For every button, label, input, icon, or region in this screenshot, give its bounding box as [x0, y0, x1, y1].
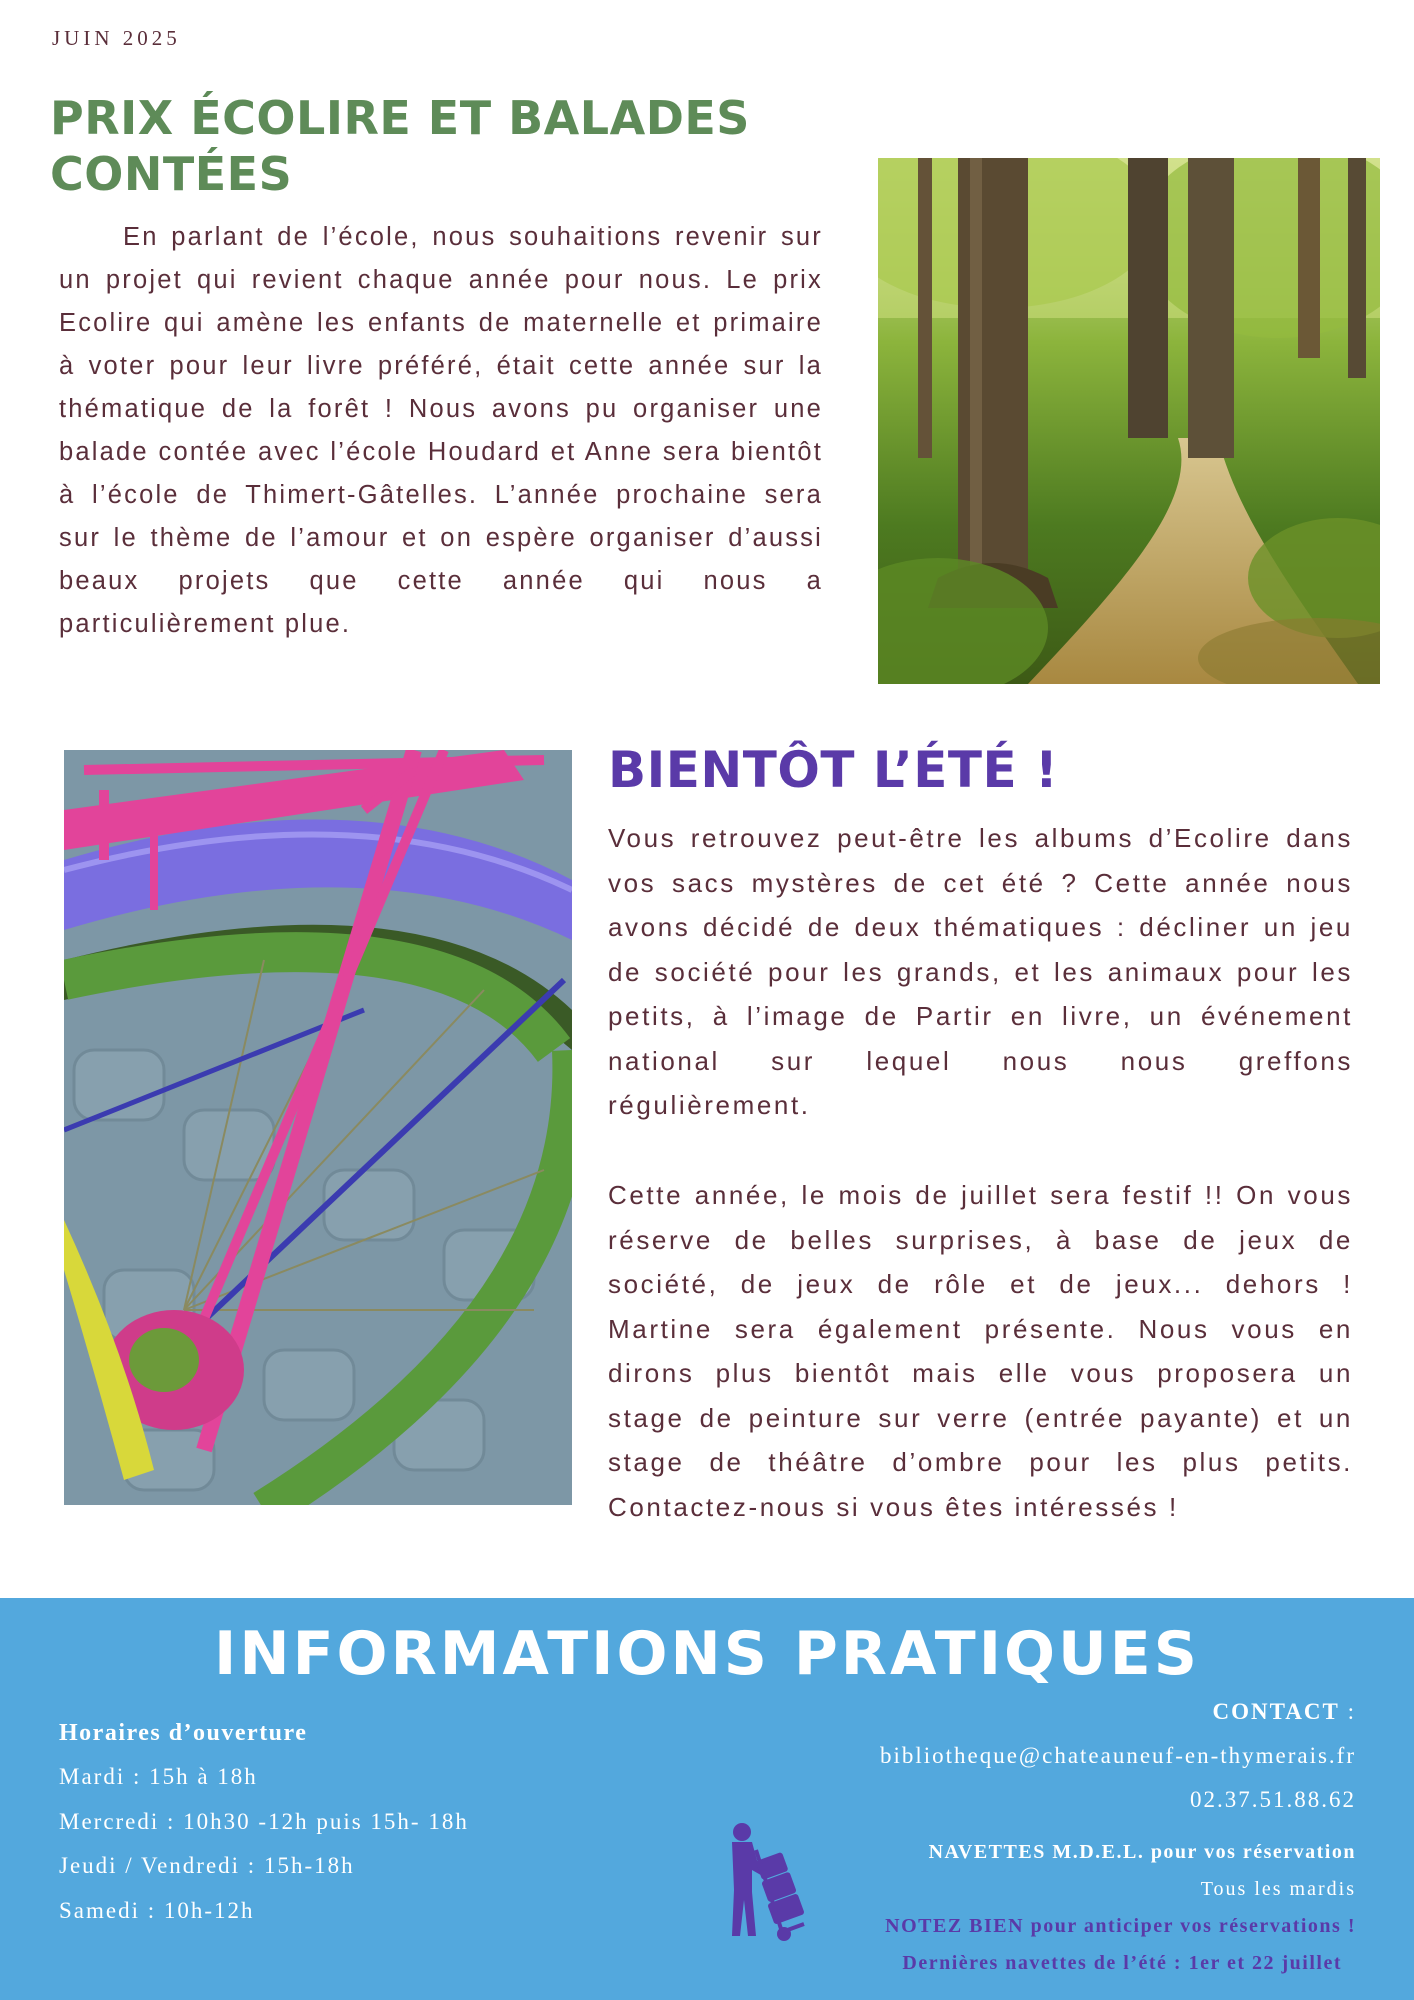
section-title-prix-ecolire: [50, 90, 810, 202]
navettes-note: NOTEZ BIEN pour anticiper vos réservations !: [885, 1915, 1356, 1937]
contact-title: CONTACT: [1212, 1699, 1340, 1724]
navettes-block: [885, 1834, 1356, 1982]
summer-paragraph-1: Vous retrouvez peut-être les albums d’Ecolire dans vos sacs mystères de cet été ? Cette année nous avons décidé de deux thématiques : décliner un jeu de société pour les grands, et les animaux pour les petits, à l’image de Partir en livre, un événement national sur lequel nous nous greffons régulièrement.: [608, 823, 1353, 1120]
bicycle-wheel-image: [64, 750, 572, 1505]
forest-path-illustration: [878, 158, 1380, 684]
summer-paragraph-2: Cette année, le mois de juillet sera festif !! On vous réserve de belles surprises, à base de jeux de société, de jeux de rôle et de jeux... dehors ! Martine sera également présente. Nous vous en dirons plus bientôt mais elle vous proposera un stage de peinture sur verre (entrée payante) et un stage de théâtre d’ombre pour les plus petits. Contactez-nous si vous êtes intéressés !: [608, 1180, 1353, 1522]
bicycle-wheel-illustration: [64, 750, 572, 1505]
title-line-2: CONTÉES: [50, 147, 293, 201]
contact-email-link[interactable]: bibliotheque@chateauneuf-en-thymerais.fr: [879, 1743, 1356, 1768]
forest-path-image: [878, 158, 1380, 684]
hours-thursday-friday: Jeudi / Vendredi : 15h-18h: [59, 1853, 355, 1878]
practical-info-title: INFORMATIONS PRATIQUES: [214, 1619, 1200, 1689]
contact-heading: [880, 1690, 1356, 1734]
practical-info-panel: [0, 1598, 1414, 2000]
contact-title-suffix: :: [1339, 1699, 1356, 1724]
prix-ecolire-paragraph: En parlant de l’école, nous souhaitions revenir sur un projet qui revient chaque année pour nous. Le prix Ecolire qui amène les enfants de maternelle et primaire à voter pour leur livre préféré, était cette année sur la thématique de la forêt ! Nous avons pu organiser une balade contée avec l’école Houdard et Anne sera bientôt à l’école de Thimert-Gâtelles. L’année prochaine sera sur le thème de l’amour et on espère organiser d’aussi beaux projets que cette année qui nous a particulièrement plue.: [59, 223, 823, 638]
contact-block: [880, 1690, 1356, 1822]
navettes-title: NAVETTES M.D.E.L. pour vos réservation: [928, 1841, 1356, 1863]
opening-hours-title: Horaires d’ouverture: [59, 1720, 308, 1746]
navettes-last-dates: Dernières navettes de l’été : 1er et 22 juillet: [902, 1952, 1342, 1974]
navettes-schedule: Tous les mardis: [1200, 1878, 1356, 1900]
hand-truck-delivery-icon: [718, 1820, 810, 1944]
hours-tuesday: Mardi : 15h à 18h: [59, 1764, 258, 1789]
opening-hours: [59, 1711, 469, 1933]
title-line-1: PRIX ÉCOLIRE ET BALADES: [50, 91, 750, 145]
hours-wednesday: Mercredi : 10h30 -12h puis 15h- 18h: [59, 1808, 469, 1834]
hours-saturday: Samedi : 10h-12h: [59, 1897, 255, 1923]
contact-phone[interactable]: 02.37.51.88.62: [1190, 1787, 1356, 1812]
issue-date: JUIN 2025: [52, 26, 181, 50]
section-title-bientot-ete: BIENTÔT L’ÉTÉ !: [608, 741, 1059, 799]
